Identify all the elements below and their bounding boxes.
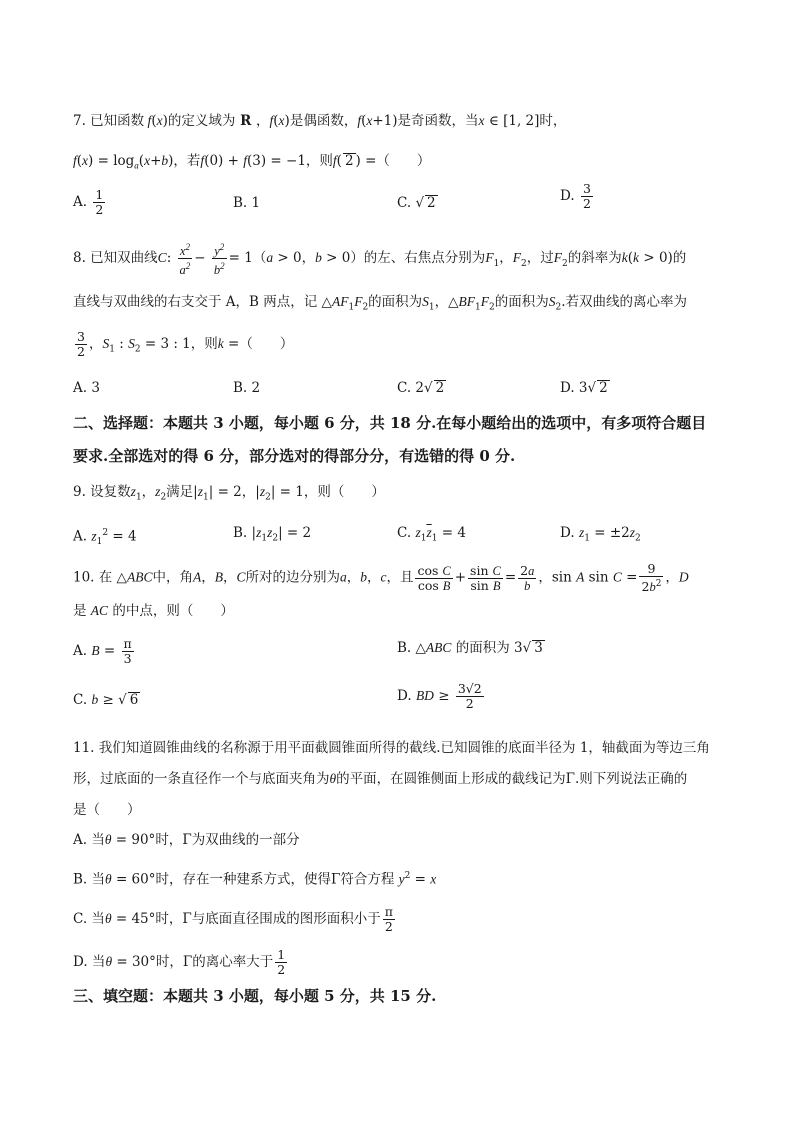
q10-stem-line2: 是 AC 的中点，则（ ） bbox=[73, 603, 234, 619]
q8-option-d: D. 3√ 2 bbox=[560, 380, 608, 396]
q7-option-c: C. √ 2 bbox=[397, 195, 436, 211]
q8-stem-line3: $\frac{3}{2}$ ，$S_1$ : $S_2 = 3$ : 1，则k =（ ） bbox=[77, 329, 294, 359]
q9-stem: 9. 设复数$z_1$，$z_2$满足$|z_1| = 2$，$|z_2| = 1$，则（ ） bbox=[73, 484, 385, 503]
q9-option-d: D. $z_1 = \pm 2z_2$ bbox=[560, 525, 641, 544]
q10-option-d: D. BD ≥ $\frac{3√2}{2}$ bbox=[397, 681, 482, 711]
q11-option-a: A. 当θ = 90°时，Γ为双曲线的一部分 bbox=[73, 832, 300, 848]
q11-option-c: C. 当θ = 45°时，Γ与底面直径围成的图形面积小于 $\frac{\pi}{2}$ bbox=[73, 904, 393, 934]
q7-option-a: A. $\frac{1}{2}$ bbox=[73, 187, 104, 217]
q8-option-b: B. 2 bbox=[233, 380, 261, 396]
q8-option-c: C. 2√ 2 bbox=[397, 380, 445, 396]
q9-option-a: A. $z_1^2 = 4$ bbox=[73, 528, 137, 548]
q10-option-a: A. B = $\frac{\pi}{3}$ bbox=[73, 636, 132, 666]
q8-option-a: A. 3 bbox=[73, 380, 100, 396]
q11-stem-line3: 是（ ） bbox=[73, 802, 141, 818]
q10-option-b: B. △ABC 的面积为 3√ 3 bbox=[397, 640, 543, 656]
section-2-heading: 二、选择题：本题共 3 小题，每小题 6 分，共 18 分.在每小题给出的选项中，有多项符合题目 bbox=[73, 414, 707, 432]
q10-stem: 10. 在 △ABC中，角A，B，C所对的边分别为a，b，c，且 $\frac{\text{cos C}}{\text{cos B}}$ + $\frac{\text{sin C}}{\text{sin B}}$ = $\frac{2a}{b}$ ，sin A sin C = $\frac{9}{2b^2}$ ，D bbox=[73, 561, 689, 595]
q7-option-b: B. 1 bbox=[233, 195, 261, 211]
q8-stem: 8. 已知双曲线C: $\frac{x^2}{a^2}$ − $\frac{y^2}{b^2}$ = 1（a > 0，b > 0）的左、右焦点分别为$F_1$，$F_2$，过$F_2$的斜率为k(k > 0)的 bbox=[73, 242, 687, 278]
section-3-heading: 三、填空题：本题共 3 小题，每小题 5 分，共 15 分. bbox=[73, 987, 437, 1005]
q7-stem-line2: $f(x) = \log_a(x+b)$，若f(0) + f(3) = −1，则f( 2 ) =（ ） bbox=[73, 153, 431, 171]
q11-stem: 11. 我们知道圆锥曲线的名称源于用平面截圆锥面所得的截线.已知圆锥的底面半径为 1，轴截面为等边三角 bbox=[73, 740, 710, 756]
q7-option-d: D. $\frac{3}{2}$ bbox=[560, 181, 591, 211]
q11-option-d: D. 当θ = 30°时，Γ的离心率大于 $\frac{1}{2}$ bbox=[73, 947, 286, 977]
q11-option-b: B. 当θ = 60°时，存在一种建系方式，使得Γ符合方程 $y^2 = x$ bbox=[73, 871, 437, 888]
q11-stem-line2: 形，过底面的一条直径作一个与底面夹角为θ的平面，在圆锥侧面上形成的截线记为Γ.则下列说法正确的 bbox=[73, 771, 688, 787]
q9-option-c: C. $z_1\overline{z}_1 = 4$ bbox=[397, 525, 466, 544]
section-2-heading-line2: 要求.全部选对的得 6 分，部分选对的得部分分，有选错的得 0 分. bbox=[73, 447, 516, 465]
q7-stem: 7. 已知函数 f(x)的定义域为 R ，f(x)是偶函数，f(x+1)是奇函数，当x ∈ [1, 2]时， bbox=[73, 113, 567, 129]
q8-stem-line2: 直线与双曲线的右支交于 A，B 两点，记 $\triangle AF_1F_2$的面积为$S_1$，$\triangle BF_1F_2$的面积为$S_2$.若双曲线的离心率为 bbox=[73, 294, 688, 313]
q9-option-b: B. $|z_1z_2| = 2$ bbox=[233, 525, 312, 544]
q10-option-c: C. b ≥ √ 6 bbox=[73, 692, 139, 708]
